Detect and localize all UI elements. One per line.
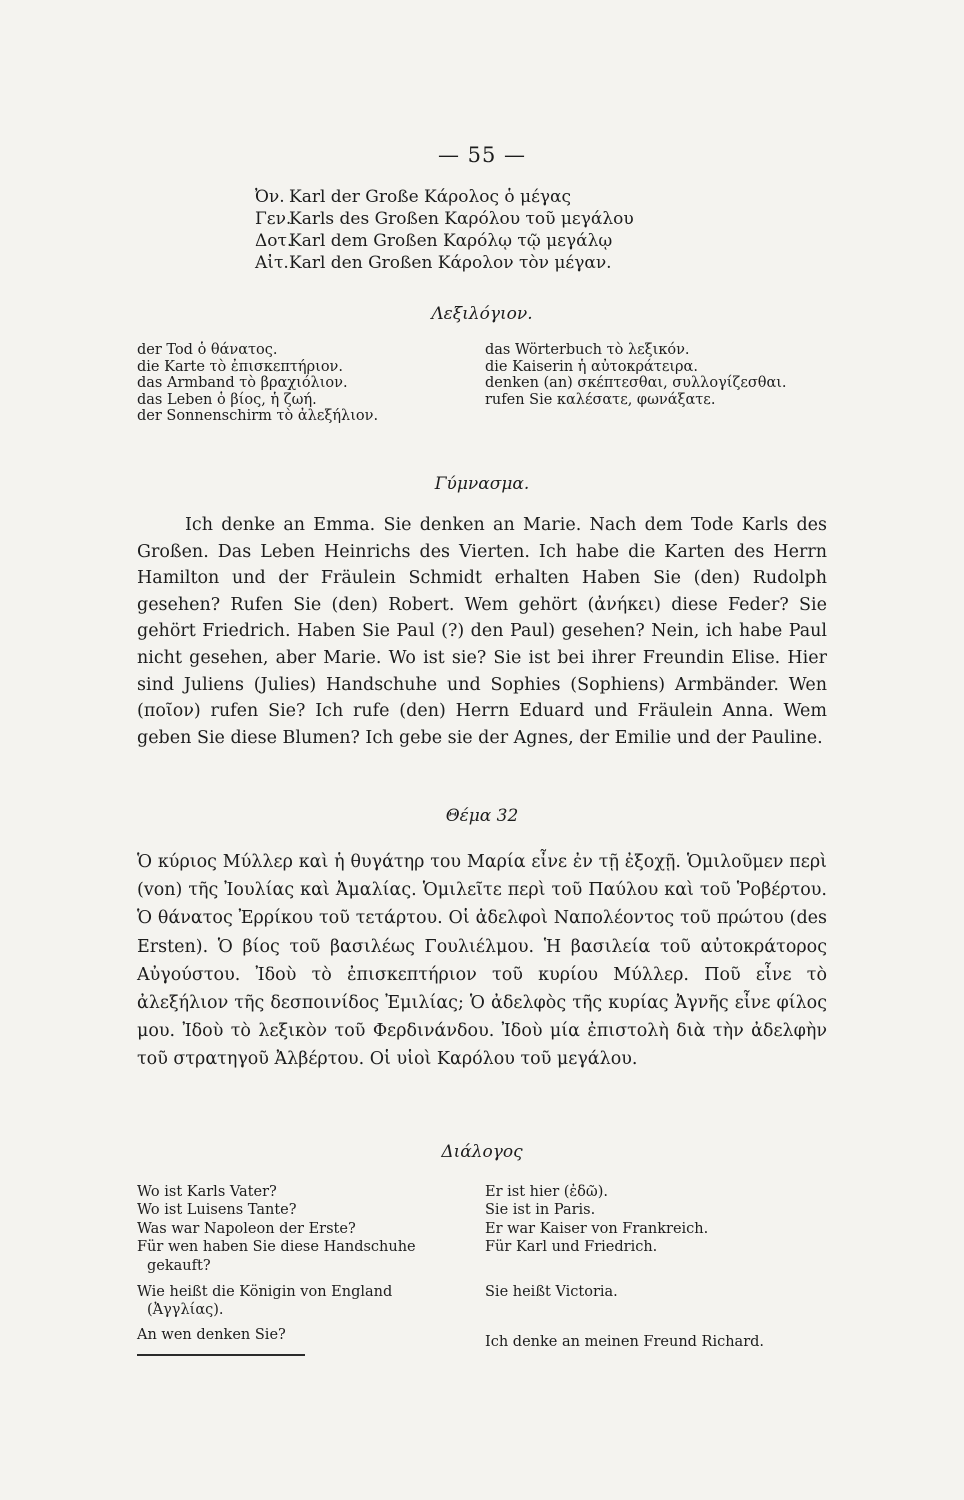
dialog-question: (Ἀγγλίας). (147, 1302, 224, 1319)
dialog-question: Was war Napoleon der Erste? (137, 1220, 356, 1237)
case-label: Ὀν. (255, 187, 285, 207)
case-form: Karl der Große Κάρολος ὁ μέγας (289, 187, 572, 207)
case-label: Δοτ. (255, 231, 293, 251)
dialog-questions (137, 1183, 416, 1344)
dialog-answer: Sie heißt Victoria. (485, 1283, 618, 1300)
vocab-entry: der Tod ὁ θάνατος. (137, 342, 278, 358)
dialog-answer: Sie ist in Paris. (485, 1202, 596, 1219)
theme-text: Ὁ κύριος Μύλλερ καὶ ἡ θυγάτηρ του Μαρία εἶνε ἐν τῇ ἐξοχῇ. Ὁμιλοῦμεν περὶ (von) τῆς Ἰουλίας καὶ Ἀμαλίας. Ὁμιλεῖτε περὶ τοῦ Παύλου καὶ τοῦ Ῥοβέρτου. Ὁ θάνατος Ἐρρίκου τοῦ τετάρτου. Οἱ ἀδελφοὶ Ναπολέοντος τοῦ πρώτου (des Ersten). Ὁ βίος τοῦ βασιλέως Γουλιέλμου. Ἡ βασιλεία τοῦ αὐτοκράτορος Αὐγούστου. Ἰδοὺ τὸ ἐπισκεπτήριον τοῦ κυρίου Μύλλερ. Ποῦ εἶνε τὸ ἀλεξήλιον τῆς δεσποινίδος Ἐμιλίας; Ὁ ἀδελφὸς τῆς κυρίας Ἀγνῆς εἶνε φίλος μου. Ἰδοὺ τὸ λεξικὸν τοῦ Φερδινάνδου. Ἰδοὺ μία ἐπιστολὴ διὰ τὴν ἀδελφὴν τοῦ στρατηγοῦ Ἀλβέρτου. Οἱ υἱοὶ Καρόλου τοῦ μεγάλου. (137, 852, 827, 1070)
dialog-answer: Für Karl und Friedrich. (485, 1239, 658, 1256)
vocab-entry: der Sonnenschirm τὸ ἀλεξήλιον. (137, 408, 379, 424)
theme-paragraph (137, 848, 827, 1074)
vocab-entry: die Kaiserin ἡ αὐτοκράτειρα. (485, 358, 698, 375)
vocabulary-heading: Λεξιλόγιον. (431, 304, 533, 324)
vocabulary-left-column (137, 342, 378, 425)
declension-row (255, 252, 634, 274)
exercise-heading: Γύμνασμα. (434, 474, 530, 494)
case-form: Karls des Großen Καρόλου τοῦ μεγάλου (289, 209, 634, 229)
declension-row (255, 208, 634, 230)
dialog-answers (485, 1183, 764, 1351)
dialog-question: gekauft? (147, 1257, 211, 1274)
vocab-entry: das Wörterbuch τὸ λεξικόν. (485, 342, 690, 358)
case-form: Karl dem Großen Καρόλῳ τῷ μεγάλῳ (289, 231, 613, 251)
declension-table (255, 186, 634, 274)
dialog-question: An wen denken Sie? (137, 1326, 286, 1343)
vocabulary-right-column (485, 342, 787, 408)
underline-rule (137, 1354, 305, 1356)
vocab-entry: das Armband τὸ βραχιόλιον. (137, 375, 348, 391)
dialog-answer: Ich denke an meinen Freund Richard. (485, 1334, 765, 1351)
dialog-heading: Διάλογος (441, 1142, 523, 1162)
exercise-paragraph (137, 512, 827, 751)
page-number: — 55 — (437, 143, 527, 167)
case-label: Γεν. (255, 209, 292, 229)
declension-row (255, 186, 634, 208)
theme-heading: Θέμα 32 (445, 806, 519, 826)
vocab-entry: das Leben ὁ βίος, ἡ ζωή. (137, 391, 317, 408)
vocab-entry: rufen Sie καλέσατε, φωνάξατε. (485, 391, 716, 408)
dialog-question: Wo ist Karls Vater? (137, 1184, 277, 1200)
dialog-question: Wo ist Luisens Tante? (137, 1202, 297, 1219)
case-form: Karl den Großen Κάρολον τὸν μέγαν. (289, 253, 612, 273)
declension-row (255, 230, 634, 252)
dialog-answer: Er war Kaiser von Frankreich. (485, 1220, 709, 1237)
exercise-text: Ich denke an Emma. Sie denken an Marie. Nach dem Tode Karls des Großen. Das Leben Heinrichs des Vierten. Ich habe die Karten des Herrn Hamilton und der Fräulein Schmidt erhalten Haben Sie (den) Rudolph gesehen? Rufen Sie (den) Robert. Wem gehört (ἀνήκει) diese Feder? Sie gehört Friedrich. Haben Sie Paul (?) den Paul) gesehen? Nein, ich habe Paul nicht gesehen, aber Marie. Wo ist sie? Sie ist bei ihrer Freundin Elise. Hier sind Juliens (Julies) Handschuhe und Sophies (Sophiens) Armbänder. Wen (ποῖον) rufen Sie? Ich rufe (den) Herrn Eduard und Fräulein Anna. Wem geben Sie diese Blumen? Ich gebe sie der Agnes, der Emilie und der Pauline. (137, 515, 827, 748)
vocab-entry: die Karte τὸ ἐπισκεπτήριον. (137, 358, 343, 375)
dialog-answer: Er ist hier (ἐδῶ). (485, 1184, 608, 1200)
dialog-question: Für wen haben Sie diese Handschuhe (137, 1239, 416, 1256)
case-label: Αἰτ. (255, 253, 289, 273)
vocab-entry: denken (an) σκέπτεσθαι, συλλογίζεσθαι. (485, 375, 787, 391)
dialog-question: Wie heißt die Königin von England (137, 1284, 393, 1301)
